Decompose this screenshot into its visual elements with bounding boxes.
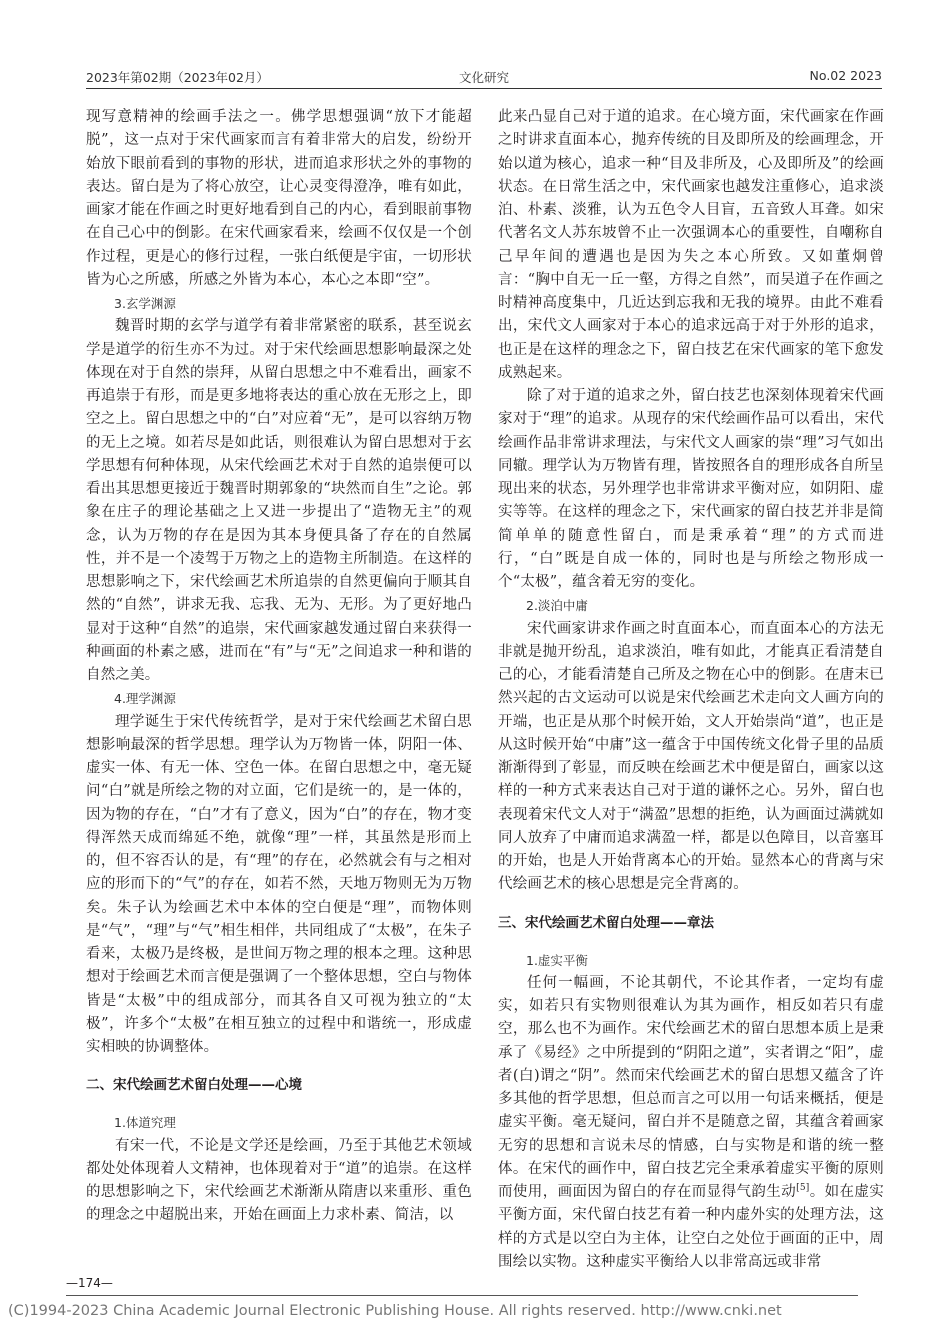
subsection-heading: 3.玄学渊源 [114, 296, 176, 311]
paragraph: 除了对于道的追求之外，留白技艺也深刻体现着宋代画家对于“理”的追求。从现存的宋代绘画作品可以看出，宋代绘画作品非常讲求理法，与宋代文人画家的崇“理”习气如出同辙。理学认为万物皆有理，皆按照各自的理形成各自所呈现出来的状态，另外理学也非常讲求平衡对应，如阴阳、虚实等等。在这样的理念之下，宋代画家的留白技艺并非是简简单单的随意性留白，而是秉承着“理”的方式而进行，“白”既是自成一体的，同时也是与所绘之物形成一个“太极”，蕴含着无穷的变化。 [498, 388, 884, 590]
running-header [86, 64, 882, 89]
paragraph: 现写意精神的绘画手法之一。佛学思想强调“放下才能超脱”，这一点对于宋代画家而言有着非常大的启发，纷纷开始放下眼前看到的事物的形状，进而追求形状之外的事物的表达。留白是为了将心放空，让心灵变得澄净，唯有如此，画家才能在作画之时更好地看到自己的内心，看到眼前事物在自己心中的倒影。在宋代画家看来，绘画不仅仅是一个创作过程，更是心的修行过程，一张白纸便是宇宙，一切形状皆为心之所感，所感之外皆为本心，本心之本即“空”。 [86, 109, 472, 288]
paragraph: 魏晋时期的玄学与道学有着非常紧密的联系，甚至说玄学是道学的衍生亦不为过。对于宋代绘画思想影响最深之处体现在对于自然的崇拜，从留白思想之中不难看出，画家不再追崇于有形，而是更多地将表达的重心放在无形之上，即空之上。留白思想之中的“白”对应着“无”，是可以容纳万物的无上之境。如若尽是如此话，则很难认为留白思想对于玄学思想有何种体现，从宋代绘画艺术对于自然的追崇便可以看出其思想更接近于魏晋时期郭象的“块然而自生”之论。郭象在庄子的理论基础之上又进一步提出了“造物无主”的观念，认为万物的存在是因为其本身便具备了存在的自然属性，并不是一个凌驾于万物之上的造物主所制造。在这样的思想影响之下，宋代绘画艺术所追崇的自然更偏向于顺其自然的“自然”，讲求无我、忘我、无为、无形。为了更好地凸显对于这种“自然”的追崇，宋代画家越发通过留白来获得一种画面的朴素之感，进而在“有”与“无”之间追求一种和谐的自然之美。 [86, 318, 472, 683]
paragraph-text: 任何一幅画，不论其朝代，不论其作者，一定均有虚实，如若只有实物则很难认为其为画作，相反如若只有虚空，那么也不为画作。宋代绘画艺术的留白思想本质上是秉承了《易经》之中所提到的“阴阳之道”，实者谓之“阳”，虚者(白)谓之“阴”。然而宋代绘画艺术的留白思想又蕴含了许多其他的哲学思想，但总而言之可以用一句话来概括，便是虚实平衡。毫无疑问，留白并不是随意之留，其蕴含着画家无穷的思想和言说未尽的情感，白与实物是和谐的统一整体。在宋代的画作中，留白技艺完全秉承着虚实平衡的原则而使用，画面因为留白的存在而显得气韵生动 [498, 974, 884, 1200]
paragraph [498, 972, 884, 1274]
paragraph: 此来凸显自己对于道的追求。在心境方面，宋代画家在作画之时讲求直面本心，抛弃传统的目及即所及的绘画理念，开始以道为核心，追求一种“目及非所及，心及即所及”的绘画状态。在日常生活之中，宋代画家也越发注重修心，追求淡泊、朴素、淡雅，认为五色令人目盲，五音致人耳聋。如宋代著名文人苏东坡曾不止一次强调本心的重要性，自嘲称自己早年间的遭遇也是因为失之本心所致。又如董炯曾言：“胸中自无一丘一壑，方得之自然”，而吴道子在作画之时精神高度集中，几近达到忘我和无我的境界。由此不难看出，宋代文人画家对于本心的追求远高于对于外形的追求，也正是在这样的理念之下，留白技艺在宋代画家的笔下愈发成熟起来。 [498, 109, 884, 381]
paragraph: 宋代画家讲求作画之时直面本心，而直面本心的方法无非就是抛开纷乱，追求淡泊，唯有如此，才能真正看清楚自己的心，才能看清楚自己所及之物在心中的倒影。在唐末已然兴起的古文运动可以说是宋代绘画艺术走向文人画方向的开端，也正是从那个时候开始，文人开始崇尚“道”，也正是从这时候开始“中庸”这一蕴含于中国传统文化骨子里的品质渐渐得到了彰显，而反映在绘画艺术中便是留白，画家以这样的一种方式来表达自己对于道的谦怀之心。另外，留白也表现着宋代文人对于“满盈”思想的拒绝，认为画面过满就如同人放弃了中庸而追求满盈一样，都是以色障目，以音塞耳的开始，也是人开始背离本心的开始。显然本心的背离与宋代绘画艺术的核心思想是完全背离的。 [498, 620, 884, 893]
right-column [498, 106, 884, 1274]
subsection-heading: 1.体道究理 [114, 1115, 176, 1131]
left-column [86, 106, 472, 1228]
copyright-footer: (C)1994-2023 China Academic Journal Electronic Publishing House. All rights reserved. http://www.cnki.net [8, 1303, 782, 1319]
journal-section: 文化研究 [458, 70, 509, 85]
subsection-heading: 4.理学渊源 [114, 691, 176, 707]
paragraph: 有宋一代，不论是文学还是绘画，乃至于其他艺术领域都处处体现着人文精神，也体现着对于“道”的追崇。在这样的思想影响之下，宋代绘画艺术渐渐从隋唐以来重形、重色的理念之中超脱出来，开始在画面上力求朴素、简洁，以 [86, 1137, 472, 1224]
paragraph: 理学诞生于宋代传统哲学，是对于宋代绘画艺术留白思想影响最深的哲学思想。理学认为万物皆一体，阴阳一体、虚实一体、有无一体、空色一体。在留白思想之中，毫无疑问“白”就是所绘之物的对立面，它们是统一的，是一体的，因为物的存在，“白”才有了意义，因为“白”的存在，物才变得浑然天成而绵延不绝，就像“理”一样，其虽然是形而上的，但不容否认的是，有“理”的存在，必然就会有与之相对应的形而下的“气”的存在，如若不然，天地万物则无为万物矣。朱子认为绘画艺术中本体的空白便是“理”，而物体则是“气”，“理”与“气”相生相伴，共同组成了“太极”，在朱子看来，太极乃是终极，是世间万物之理的根本之理。这种思想对于绘画艺术而言便是强调了一个整体思想，空白与物体皆是“太极”中的组成部分，而其各自又可视为独立的“太极”，许多个“太极”在相互独立的过程中和谐统一，形成虚实相映的协调整体。 [86, 713, 472, 1055]
subsection-heading: 1.虚实平衡 [526, 952, 588, 968]
section-heading: 二、宋代绘画艺术留白处理——心境 [86, 1077, 302, 1094]
section-heading: 三、宋代绘画艺术留白处理——章法 [498, 914, 714, 931]
paragraph-text: 。如在虚实平衡方面，宋代留白技艺有着一种内虚外实的处理方法，这样的方式是以空白为主体，让空白之处位于画面的正中，周围绘以实物。这种虚实平衡给人以非常高远或非常 [498, 1184, 885, 1270]
journal-issue: 2023年第02期（2023年02月） [86, 70, 269, 85]
citation-ref: [5] [796, 1183, 810, 1194]
footer-divider [66, 1295, 858, 1296]
subsection-heading: 2.淡泊中庸 [526, 598, 588, 614]
issue-number: No.02 2023 [809, 68, 882, 83]
page-number: —174— [66, 1276, 113, 1290]
